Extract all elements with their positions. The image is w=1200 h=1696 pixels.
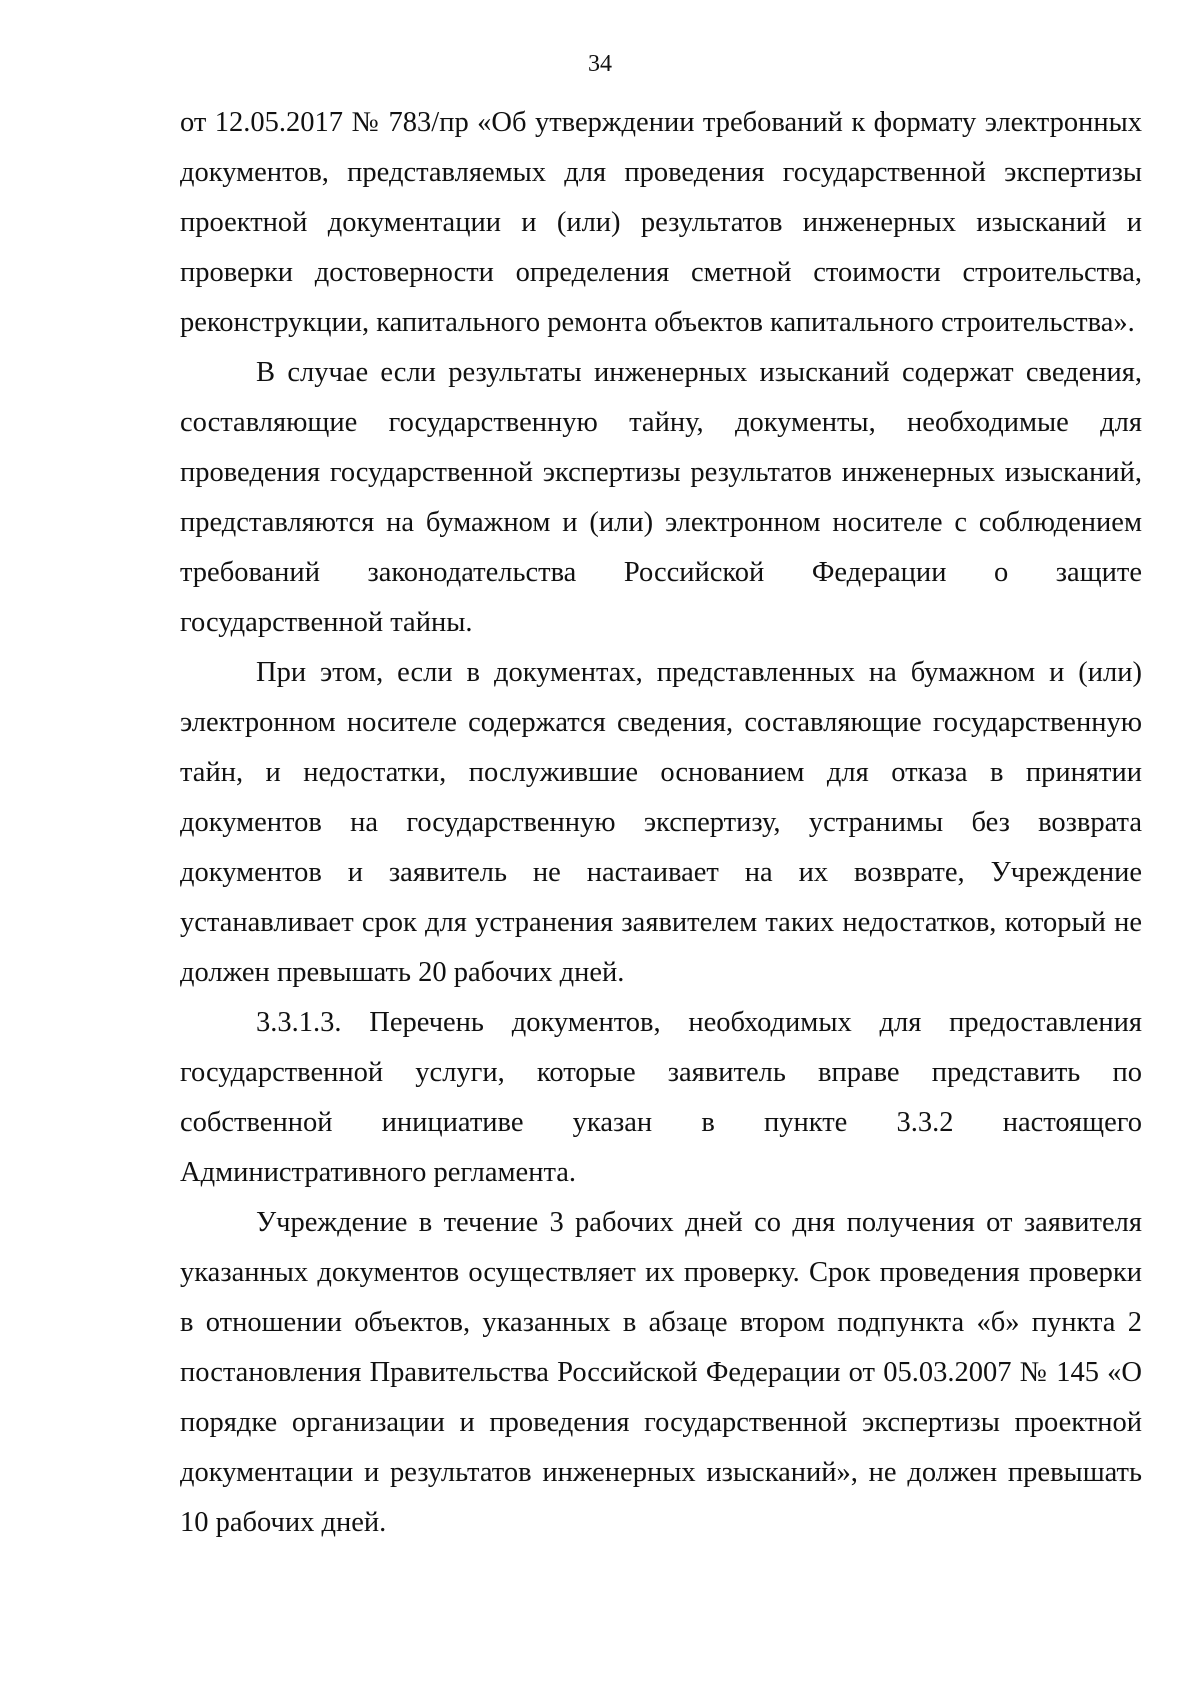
- paragraph-review-period: Учреждение в течение 3 рабочих дней со дня получения от заявителя указанных документов осуществляет их проверку. Срок проведения проверки в отношении объектов, указанных в абзаце втором подпункта «б» пункта 2 постановления Правительства Российской Федерации от 05.03.2007 № 145 «О порядке организации и проведения государственной экспертизы проектной документации и результатов инженерных изысканий», не должен превышать 10 рабочих дней.: [180, 1207, 1142, 1538]
- document-body: [180, 98, 1142, 1548]
- page-number: 34: [588, 51, 612, 77]
- paragraph-continued: от 12.05.2017 № 783/пр «Об утверждении требований к формату электронных документов, представляемых для проведения государственной экспертизы проектной документации и (или) результатов инженерных изысканий и проверки достоверности определения сметной стоимости строительства, реконструкции, капитального ремонта объектов капитального строительства».: [180, 107, 1142, 338]
- paragraph-3-3-1-3: 3.3.1.3. Перечень документов, необходимых для предоставления государственной услуги, которые заявитель вправе представить по собственной инициативе указан в пункте 3.3.2 настоящего Административного регламента.: [180, 1007, 1142, 1188]
- paragraph-state-secret: В случае если результаты инженерных изысканий содержат сведения, составляющие государственную тайну, документы, необходимые для проведения государственной экспертизы результатов инженерных изысканий, представляются на бумажном и (или) электронном носителе с соблюдением требований законодательства Российской Федерации о защите государственной тайны.: [180, 357, 1142, 638]
- paragraph-deficiencies: При этом, если в документах, представленных на бумажном и (или) электронном носителе содержатся сведения, составляющие государственную тайн, и недостатки, послужившие основанием для отказа в принятии документов на государственную экспертизу, устранимы без возврата документов и заявитель не настаивает на их возврате, Учреждение устанавливает срок для устранения заявителем таких недостатков, который не должен превышать 20 рабочих дней.: [180, 657, 1142, 988]
